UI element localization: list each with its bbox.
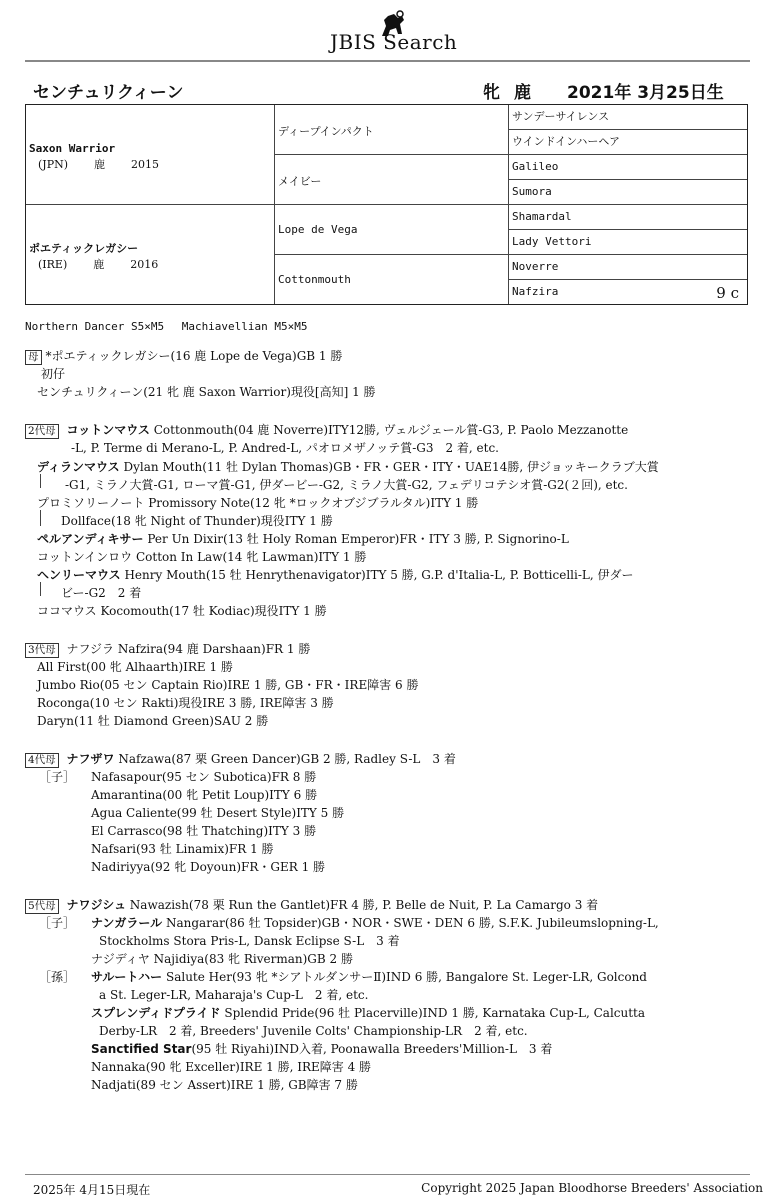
child-label: ［子］ (39, 916, 76, 930)
record-text: (95 牡 Riyahi)IND入着, Poonawalla Breeders'Million-L 3 着 (191, 1042, 553, 1056)
record-text: ナフジラ Nafzira(94 鹿 Darshaan)FR 1 勝 (66, 642, 311, 656)
record-text: a St. Leger-LR, Maharaja's Cup-L 2 着, etc. (99, 988, 369, 1002)
g3-ancestor[interactable]: ウインドインハーヘア (509, 130, 747, 155)
record-text: ナジディヤ Najidiya(83 牝 Riverman)GB 2 勝 (91, 952, 353, 966)
child-label: ［子］ (39, 770, 76, 784)
sire-origin: (JPN) (38, 158, 69, 171)
record-text: Daryn(11 牡 Diamond Green)SAU 2 勝 (37, 714, 269, 728)
g3-ancestor[interactable]: Sumora (509, 180, 747, 205)
record-text: Nawazish(78 栗 Run the Gantlet)FR 4 勝, P. Belle de Nuit, P. La Camargo 3 着 (125, 898, 599, 912)
record-text: Per Un Dixir(13 牡 Holy Roman Emperor)FR・ITY 3 勝, P. Signorino-L (143, 532, 569, 546)
record-text: Agua Caliente(99 牡 Desert Style)ITY 5 勝 (91, 806, 345, 820)
dam-dam[interactable]: Cottonmouth (278, 273, 351, 286)
record-text: Nafsari(93 牡 Linamix)FR 1 勝 (91, 842, 274, 856)
record-text: Nangarar(86 牡 Topsider)GB・NOR・SWE・DEN 6 勝, S.F.K. Jubileumslopning-L, (162, 916, 659, 930)
indent-bar (40, 474, 41, 488)
horse-link[interactable]: ペルアンディキサー (37, 532, 144, 546)
section-tag: 3代母 (25, 643, 59, 658)
pedigree-cell (275, 255, 509, 304)
sire-info (38, 156, 159, 172)
horse-link[interactable]: ディランマウス (37, 460, 120, 474)
record-text: All First(00 牝 Alhaarth)IRE 1 勝 (37, 660, 233, 674)
horse-meta (483, 78, 738, 103)
record-text: -L, P. Terme di Merano-L, P. Andred-L, パオロメザノッテ賞-G3 2 着, etc. (71, 441, 500, 455)
record-text: Splendid Pride(96 牡 Placerville)IND 1 勝, Karnataka Cup-L, Calcutta (220, 1006, 646, 1020)
horse-link[interactable]: Sanctified Star (91, 1042, 192, 1056)
dam-name[interactable]: ポエティックレガシー (29, 242, 139, 255)
grandchild-label: ［孫］ (39, 970, 76, 984)
horse-name: センチュリクィーン (33, 83, 184, 103)
record-text: ココマウス Kocomouth(17 牡 Kodiac)現役ITY 1 勝 (37, 604, 327, 618)
record-text: Nadjati(89 セン Assert)IRE 1 勝, GB障害 7 勝 (91, 1078, 358, 1092)
record-text: Derby-LR 2 着, Breeders' Juvenile Colts' Championship-LR 2 着, etc. (99, 1024, 528, 1038)
record-text: Dollface(18 牝 Night of Thunder)現役ITY 1 勝 (61, 514, 333, 528)
g3-ancestor[interactable]: Galileo (509, 155, 747, 180)
horse-link[interactable]: ナフザワ (66, 752, 115, 766)
horse-link[interactable]: ヘンリーマウス (37, 568, 121, 582)
record-text: El Carrasco(98 牡 Thatching)ITY 3 勝 (91, 824, 317, 838)
sire-cell (26, 105, 275, 205)
record-text: Dylan Mouth(11 牡 Dylan Thomas)GB・FR・GER・ITY・UAE14勝, 伊ジョッキークラブ大賞 (119, 460, 659, 474)
g3-ancestor[interactable]: Shamardal (509, 205, 747, 230)
copyright: Copyright 2025 Japan Bloodhorse Breeders' Association (421, 1181, 763, 1195)
as-of-date: 2025年 4月15日現在 (33, 1183, 151, 1197)
dam-color: 鹿 (93, 258, 105, 271)
sire-sire[interactable]: ディープインパクト (278, 125, 374, 138)
pedigree-cell (275, 155, 509, 205)
pedigree-cell (275, 105, 509, 155)
horse-link[interactable]: コットンマウス (66, 423, 150, 437)
horse-birth: 2021年 3月25日生 (567, 83, 724, 103)
horse-link[interactable]: サルートハー (91, 970, 163, 984)
footer-divider (25, 1174, 750, 1175)
dam-cell (26, 205, 275, 304)
record-text: Roconga(10 セン Rakti)現役IRE 3 勝, IRE障害 3 勝 (37, 696, 334, 710)
header-divider (25, 60, 750, 62)
indent-bar (40, 582, 41, 596)
record-text: Nadiriyya(92 牝 Doyoun)FR・GER 1 勝 (91, 860, 326, 874)
family-number: 9 c (716, 284, 739, 302)
record-text: -G1, ミラノ大賞-G1, ローマ賞-G1, 伊ダービー-G2, ミラノ大賞-G2, フェデリコテシオ賞-G2(２回), etc. (65, 478, 628, 492)
g3-ancestor[interactable]: サンデーサイレンス (509, 105, 747, 130)
dam-origin: (IRE) (38, 258, 68, 271)
g3-ancestor[interactable]: Noverre (509, 255, 747, 280)
record-text: Henry Mouth(15 牡 Henrythenavigator)ITY 5 勝, G.P. d'Italia-L, P. Botticelli-L, 伊ダー (120, 568, 634, 582)
record-text: ビー-G2 2 着 (61, 586, 142, 600)
g3-ancestor[interactable]: Lady Vettori (509, 230, 747, 255)
horse-link[interactable]: スプレンディドプライド (91, 1006, 221, 1020)
section-tag: 4代母 (25, 753, 59, 768)
horse-color: 鹿 (514, 83, 531, 103)
sire-name[interactable]: Saxon Warrior (29, 142, 116, 155)
pedigree-table (25, 104, 748, 305)
record-text: Amarantina(00 牝 Petit Loup)ITY 6 勝 (91, 788, 318, 802)
record-text: Nannaka(90 牝 Exceller)IRE 1 勝, IRE障害 4 勝 (91, 1060, 372, 1074)
section-tag: 5代母 (25, 899, 59, 914)
logo-text: JBIS Search (330, 30, 458, 54)
indent-bar (40, 510, 41, 526)
record-text: Jumbo Rio(05 セン Captain Rio)IRE 1 勝, GB・FR・IRE障害 6 勝 (37, 678, 419, 692)
dam-line: 初仔 (41, 367, 66, 381)
dam-line: *ポエティックレガシー(16 鹿 Lope de Vega)GB 1 勝 (45, 349, 343, 363)
horse-link[interactable]: ナワジシュ (66, 898, 126, 912)
pedigree-cell (275, 205, 509, 255)
section-tag: 母 (25, 350, 42, 365)
sire-year: 2015 (131, 158, 160, 171)
record-text: Stockholms Stora Pris-L, Dansk Eclipse S-L 3 着 (99, 934, 400, 948)
g3-ancestor[interactable]: Nafzira (512, 285, 559, 298)
record-text: プロミソリーノート Promissory Note(12 牝 *ロックオブジブラルタル)ITY 1 勝 (37, 496, 479, 510)
sire-dam[interactable]: メイビー (278, 175, 322, 188)
record-text: Salute Her(93 牝 *シアトルダンサーⅡ)IND 6 勝, Bangalore St. Leger-LR, Golcond (162, 970, 647, 984)
record-text: Nafasapour(95 セン Subotica)FR 8 勝 (91, 770, 317, 784)
record-text: Cottonmouth(04 鹿 Noverre)ITY12勝, ヴェルジェール賞-G3, P. Paolo Mezzanotte (149, 423, 629, 437)
dam-info (38, 256, 158, 272)
sire-color: 鹿 (94, 158, 106, 171)
horse-sex: 牝 (483, 83, 500, 103)
horse-link[interactable]: ナンガラール (91, 916, 163, 930)
inbreeding-line: Northern Dancer S5×M5 Machiavellian M5×M5 (25, 320, 308, 333)
record-text: Nafzawa(87 栗 Green Dancer)GB 2 勝, Radley S-L 3 着 (114, 752, 456, 766)
dam-line: センチュリクィーン(21 牝 鹿 Saxon Warrior)現役[高知] 1 勝 (37, 385, 376, 399)
jbis-logo[interactable] (330, 10, 470, 54)
section-tag: 2代母 (25, 424, 59, 439)
dam-sire[interactable]: Lope de Vega (278, 223, 358, 236)
record-text: コットンインロウ Cotton In Law(14 牝 Lawman)ITY 1 勝 (37, 550, 367, 564)
dam-year: 2016 (130, 258, 159, 271)
